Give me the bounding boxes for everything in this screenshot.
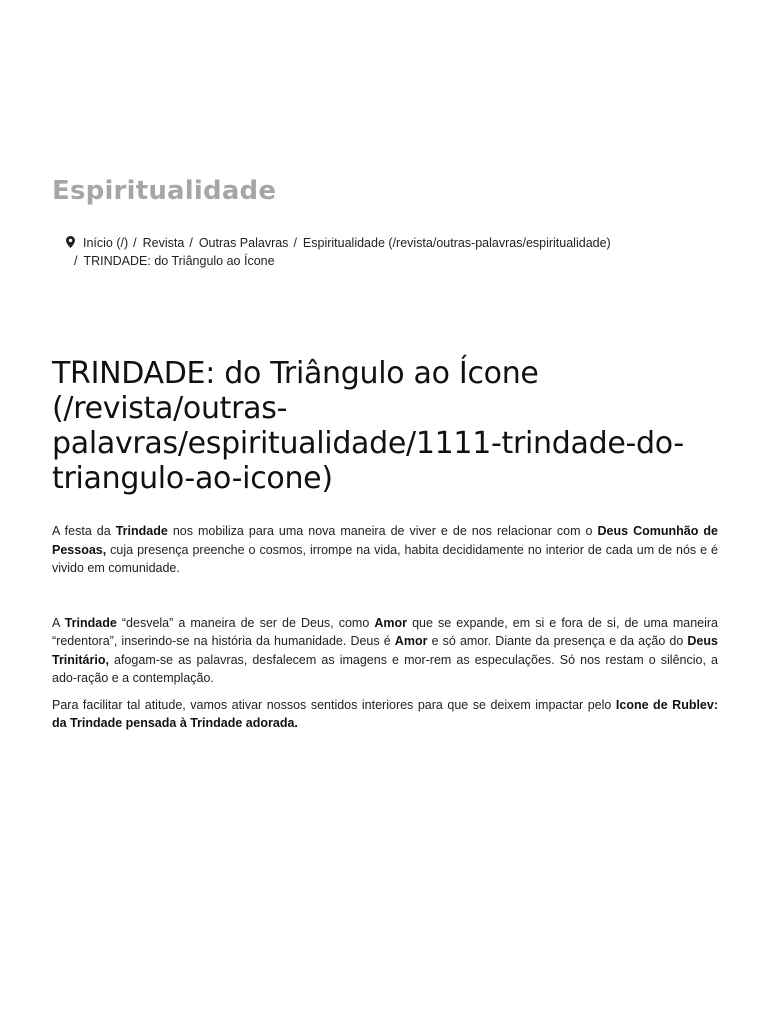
emphasis-text: Deus Comunhão de Pessoas, [52,524,718,557]
article-body [52,522,718,733]
breadcrumb-separator: / [74,254,78,268]
breadcrumb-separator: / [293,236,297,250]
article-title-link[interactable]: TRINDADE: do Triângulo ao Ícone (/revista/outras-palavras/espiritualidade/1111-trindade-do-triangulo-ao-icone) [52,356,684,496]
breadcrumb-item-inicio[interactable]: Início (/) [83,236,129,250]
breadcrumb-line-2 [66,252,716,270]
paragraph: Para facilitar tal atitude, vamos ativar nossos sentidos interiores para que se deixem impactar pelo Icone de Rublev: da Trindade pensada à Trindade adorada. [52,697,719,730]
breadcrumb-line-1 [66,234,716,252]
section-title: Espiritualidade [52,176,277,206]
breadcrumb-item-current: TRINDADE: do Triângulo ao Ícone [83,254,275,268]
emphasis-text: Amor [374,615,408,630]
emphasis-text: Amor [394,634,428,648]
paragraph: A festa da Trindade nos mobiliza para uma nova maneira de viver e de nos relacionar com o Deus Comunhão de Pessoas, cuja presença preenche o cosmos, irrompe na vida, habita decididamente no interior de cada um de nós e é vivido em comunidade. [52,524,718,575]
breadcrumb [66,234,716,270]
breadcrumb-item-espiritualidade[interactable]: Espiritualidade (/revista/outras-palavras/espiritualidade) [302,236,611,250]
breadcrumb-item-revista[interactable]: Revista [142,236,185,250]
breadcrumb-item-outras-palavras[interactable]: Outras Palavras [198,236,289,250]
map-pin-icon [66,235,75,247]
emphasis-text: Trindade [64,615,117,630]
emphasis-text: Deus Trinitário, [52,634,718,667]
breadcrumb-separator: / [133,236,137,250]
emphasis-text: Icone de Rublev: da Trindade pensada à Trindade adorada. [52,697,719,730]
breadcrumb-separator: / [189,236,193,250]
paragraph: A Trindade “desvela” a maneira de ser de Deus, como Amor que se expande, em si e fora de si, de uma maneira “redentora”, inserindo-se na história da humanidade. Deus é Amor e só amor. Diante da presença e da ação do Deus Trinitário, afogam-se as palavras, desfalecem as imagens e mor-rem as especulações. Só nos restam o silêncio, a ado-ração e a contemplação. [52,615,718,685]
emphasis-text: Trindade [115,524,168,538]
